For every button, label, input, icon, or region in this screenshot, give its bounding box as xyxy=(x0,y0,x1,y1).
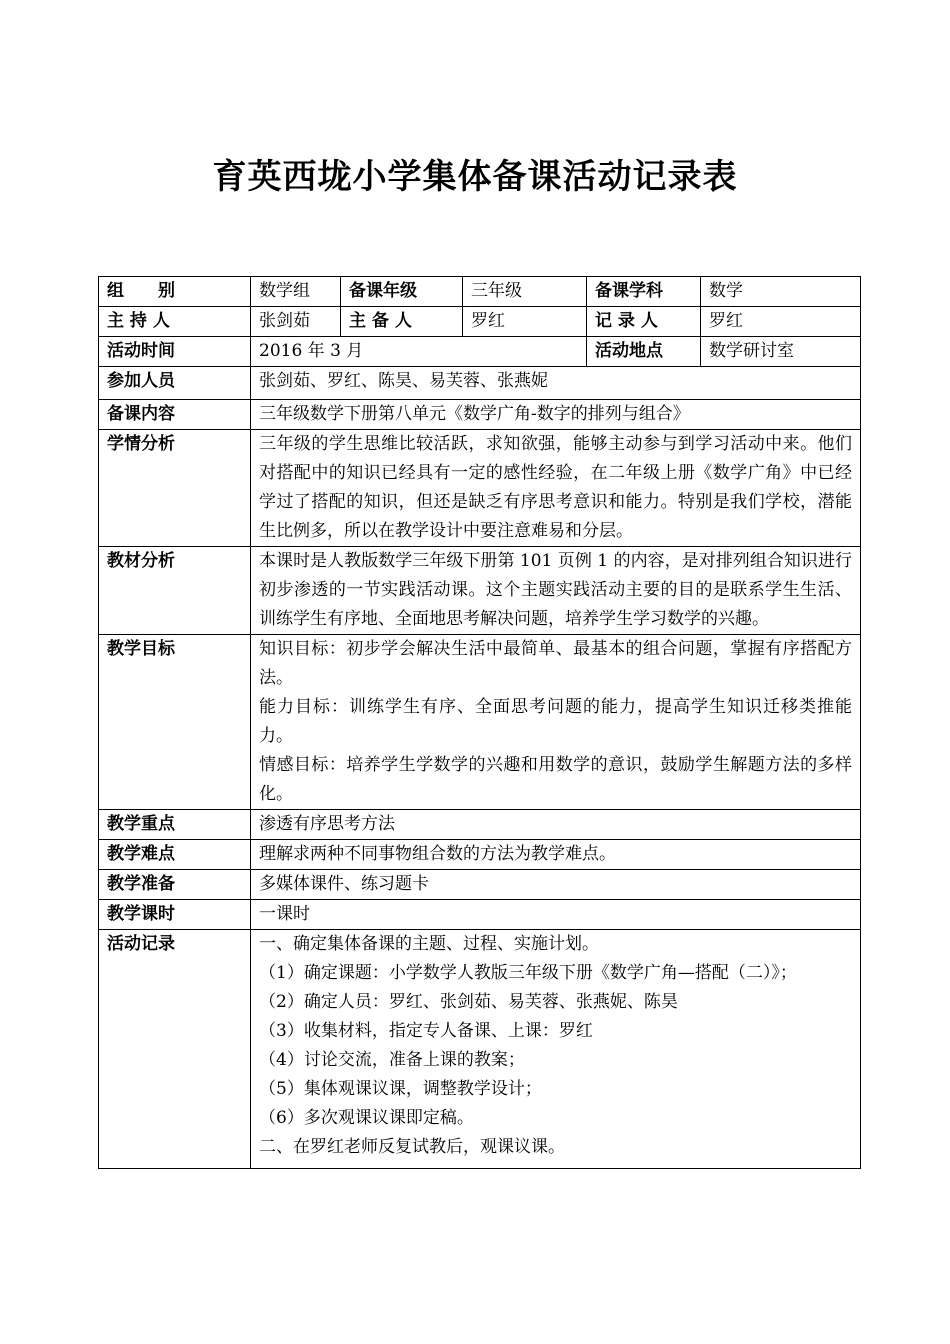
activity-record-value xyxy=(251,930,861,1169)
participants-label: 参加人员 xyxy=(99,367,251,400)
row-student-analysis xyxy=(99,430,861,547)
objectives-label: 教学目标 xyxy=(99,635,251,810)
group-value: 数学组 xyxy=(251,277,341,307)
periods-value: 一课时 xyxy=(251,900,861,930)
activity-item: （5）集体观课议课，调整教学设计； xyxy=(259,1079,542,1099)
time-label: 活动时间 xyxy=(99,337,251,367)
row-activity-record xyxy=(99,930,861,1169)
row-material-analysis xyxy=(99,547,861,635)
activity-item: （2）确定人员：罗红、张剑茹、易芙蓉、张燕妮、陈昊 xyxy=(259,992,678,1012)
material-analysis-label: 教材分析 xyxy=(99,547,251,635)
grade-label: 备课年级 xyxy=(341,277,463,307)
row-objectives xyxy=(99,635,861,810)
host-label: 主 持 人 xyxy=(99,307,251,337)
objective-knowledge: 知识目标：初步学会解决生活中最简单、最基本的组合问题，掌握有序搭配方法。 xyxy=(259,639,852,688)
difficulties-value: 理解求两种不同事物组合数的方法为教学难点。 xyxy=(251,840,861,870)
subject-value: 数学 xyxy=(701,277,861,307)
row-key-points xyxy=(99,810,861,840)
activity-item: 二、在罗红老师反复试教后，观课议课。 xyxy=(259,1137,565,1157)
row-preparation xyxy=(99,870,861,900)
record-table xyxy=(98,276,861,1169)
activity-record-label: 活动记录 xyxy=(99,930,251,1169)
group-label: 组 别 xyxy=(99,277,251,307)
key-points-label: 教学重点 xyxy=(99,810,251,840)
preparer-label: 主 备 人 xyxy=(341,307,463,337)
row-group xyxy=(99,277,861,307)
host-value: 张剑茹 xyxy=(251,307,341,337)
recorder-label: 记 录 人 xyxy=(587,307,701,337)
objective-ability: 能力目标：训练学生有序、全面思考问题的能力，提高学生知识迁移类推能力。 xyxy=(259,697,852,746)
recorder-value: 罗红 xyxy=(701,307,861,337)
subject-label: 备课学科 xyxy=(587,277,701,307)
difficulties-label: 教学难点 xyxy=(99,840,251,870)
place-label: 活动地点 xyxy=(587,337,701,367)
objective-emotion: 情感目标：培养学生学数学的兴趣和用数学的意识，鼓励学生解题方法的多样化。 xyxy=(259,755,852,804)
row-participants xyxy=(99,367,861,400)
activity-item: （6）多次观课议课即定稿。 xyxy=(259,1108,474,1128)
student-analysis-value: 三年级的学生思维比较活跃，求知欲强，能够主动参与到学习活动中来。他们对搭配中的知识已经具有一定的感性经验，在二年级上册《数学广角》中已经学过了搭配的知识，但还是缺乏有序思考意识和能力。特别是我们学校，潜能生比例多，所以在教学设计中要注意难易和分层。 xyxy=(251,430,861,547)
preparation-value: 多媒体课件、练习题卡 xyxy=(251,870,861,900)
place-value: 数学研讨室 xyxy=(701,337,861,367)
grade-value: 三年级 xyxy=(463,277,587,307)
activity-item: （3）收集材料，指定专人备课、上课：罗红 xyxy=(259,1021,593,1041)
row-periods xyxy=(99,900,861,930)
key-points-value: 渗透有序思考方法 xyxy=(251,810,861,840)
time-value: 2016 年 3 月 xyxy=(251,337,587,367)
row-content xyxy=(99,400,861,430)
row-time xyxy=(99,337,861,367)
objectives-value xyxy=(251,635,861,810)
participants-value: 张剑茹、罗红、陈昊、易芙蓉、张燕妮 xyxy=(251,367,861,400)
row-difficulties xyxy=(99,840,861,870)
material-analysis-value: 本课时是人教版数学三年级下册第 101 页例 1 的内容，是对排列组合知识进行初步渗透的一节实践活动课。这个主题实践活动主要的目的是联系学生生活、训练学生有序地、全面地思考解决问题，培养学生学习数学的兴趣。 xyxy=(251,547,861,635)
preparation-label: 教学准备 xyxy=(99,870,251,900)
activity-item: 一、确定集体备课的主题、过程、实施计划。 xyxy=(259,934,599,954)
content-value: 三年级数学下册第八单元《数学广角-数字的排列与组合》 xyxy=(251,400,861,430)
row-host xyxy=(99,307,861,337)
page-title: 育英西垅小学集体备课活动记录表 xyxy=(212,157,738,197)
activity-item: （1）确定课题：小学数学人教版三年级下册《数学广角—搭配（二）》； xyxy=(259,963,797,983)
preparer-value: 罗红 xyxy=(463,307,587,337)
periods-label: 教学课时 xyxy=(99,900,251,930)
student-analysis-label: 学情分析 xyxy=(99,430,251,547)
content-label: 备课内容 xyxy=(99,400,251,430)
activity-item: （4）讨论交流，准备上课的教案； xyxy=(259,1050,525,1070)
